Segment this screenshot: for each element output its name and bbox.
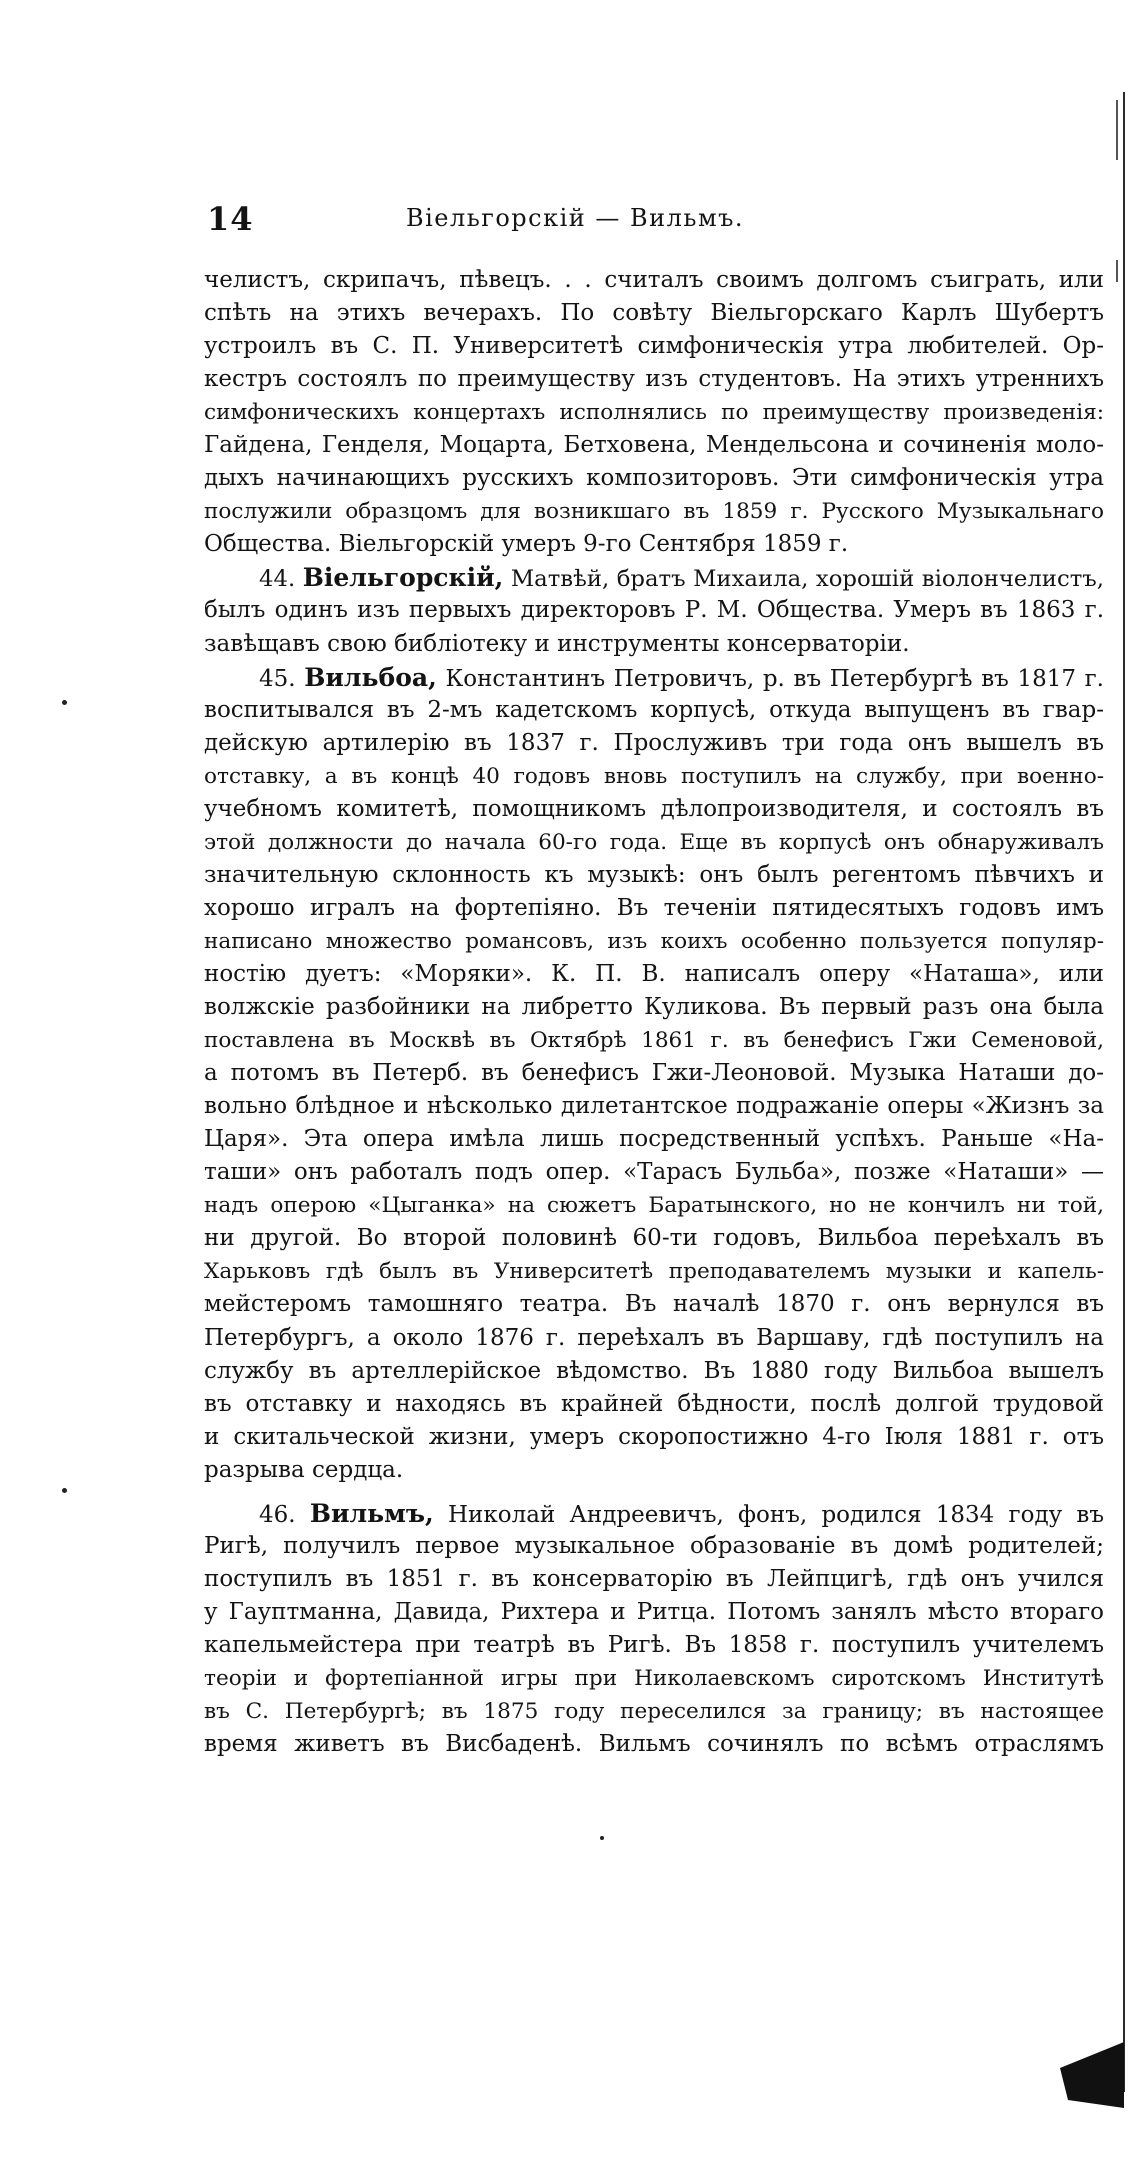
text-line: Харьковъ гдѣ былъ въ Университетѣ преподавателемъ музыки и капель- [204,1259,1104,1285]
entry-lead-text: Николай Андреевичъ, фонъ, родился 1834 году въ [447,1501,1104,1528]
text-line: Ригѣ, получилъ первое музыкальное образованіе въ домѣ родителей; [204,1532,1104,1559]
entry-lead-text: Константинъ Петровичъ, р. въ Петербургѣ въ 1817 г. [445,665,1104,692]
running-title: Віельгорскій — Вильмъ. [405,204,745,232]
entry-name: Вильбоа, [304,662,437,692]
text-line: теоріи и фортепіанной игры при Николаевскомъ сиротскомъ Институтѣ [204,1665,1104,1691]
entry-46 [204,1497,1104,1761]
text-line: хорошо игралъ на фортепіяно. Въ теченіи пятидесятыхъ годовъ имъ [204,894,1104,921]
text-line: отставку, а въ концѣ 40 годовъ вновь поступилъ на службу, при военно- [204,763,1104,789]
text-line: симфоническихъ концертахъ исполнялись по преимуществу произведенія: [204,400,1104,426]
text-line: воспитывался въ 2-мъ кадетскомъ корпусѣ, откуда выпущенъ въ гвар- [204,696,1104,723]
text-line: время живетъ въ Висбаденѣ. Вильмъ сочинялъ по всѣмъ отраслямъ [204,1731,1104,1758]
scan-speck [62,1488,67,1493]
text-line: у Гауптманна, Давида, Рихтера и Ритца. Потомъ занялъ мѣсто втораго [204,1598,1104,1625]
text-line: спѣть на этихъ вечерахъ. По совѣту Віельгорскаго Карлъ Шубертъ [204,300,1104,327]
text-line: дыхъ начинающихъ русскихъ композиторовъ. Эти симфоническія утра [204,465,1104,492]
text-line: этой должности до начала 60-го года. Еще въ корпусѣ онъ обнаруживалъ [204,829,1104,855]
text-line: кестръ состоялъ по преимуществу изъ студентовъ. На этихъ утреннихъ [204,366,1104,393]
text-line: службу въ артеллерійское вѣдомство. Въ 1880 году Вильбоа вышелъ [204,1357,1104,1384]
text-line: Общества. Віельгорскій умеръ 9-го Сентября 1859 г. [204,531,849,558]
text-line: мейстеромъ тамошняго театра. Въ началѣ 1870 г. онъ вернулся въ [204,1291,1104,1318]
text-line: завѣщавъ свою библіотеку и инструменты консерваторіи. [204,630,910,657]
scan-speck [600,1836,604,1840]
text-line: устроилъ въ С. П. Университетѣ симфоническія утра любителей. Ор- [204,333,1104,360]
text-line: волжскіе разбойники на либретто Куликова. Въ первый разъ она была [204,994,1104,1021]
entry-heading-line [204,561,1104,594]
entry-lead-text: Матвѣй, братъ Михаила, хорошій віолончелистъ, [510,566,1104,593]
text-line: поступилъ въ 1851 г. въ консерваторію въ Лейпцигѣ, гдѣ онъ учился [204,1565,1104,1592]
text-line: дейскую артилерію въ 1837 г. Прослуживъ три года онъ вышелъ въ [204,729,1104,756]
page-edge-tick [1116,260,1118,282]
text-line: учебномъ комитетѣ, помощникомъ дѣлопроизводителя, и состоялъ въ [204,795,1104,822]
text-line: Гайдена, Генделя, Моцарта, Бетховена, Мендельсона и сочиненія моло- [204,432,1104,459]
entry-number: 46. [259,1501,296,1528]
entry-heading-line [204,1497,1104,1530]
text-line: ни другой. Во второй половинѣ 60-ти годовъ, Вильбоа переѣхалъ въ [204,1225,1104,1252]
text-line: въ С. Петербургѣ; въ 1875 году переселился за границу; въ настоящее [204,1699,1104,1725]
entry-44 [204,561,1104,660]
entry-heading-line [204,661,1104,694]
text-line: капельмейстера при театрѣ въ Ригѣ. Въ 1858 г. поступилъ учителемъ [204,1631,1104,1658]
text-line: послужили образцомъ для возникшаго въ 1859 г. Русского Музыкальнаго [204,499,1104,525]
text-line: былъ одинъ изъ первыхъ директоровъ Р. М. Общества. Умеръ въ 1863 г. [204,597,1104,624]
text-line: Петербургъ, а около 1876 г. переѣхалъ въ Варшаву, гдѣ поступилъ на [204,1324,1104,1351]
text-line: таши» онъ работалъ подъ опер. «Тарасъ Бульба», позже «Наташи» — [204,1159,1104,1186]
entry-name: Віельгорскій, [302,563,504,593]
text-line: ностію дуетъ: «Моряки». К. П. В. написалъ оперу «Наташа», или [204,960,1104,987]
paragraph-gap [204,1487,1104,1497]
text-line: вольно блѣдное и нѣсколько дилетантское подражаніе оперы «Жизнъ за [204,1093,1104,1120]
entry-number: 45. [259,665,296,692]
continuation-paragraph [204,264,1104,561]
entry-name: Вильмъ, [309,1498,434,1528]
body-text [204,264,1104,1761]
text-line: надъ оперою «Цыганка» на сюжетъ Баратынского, но не кончилъ ни той, [204,1193,1104,1219]
page-number: 14 [207,200,254,238]
text-line: поставлена въ Москвѣ въ Октябрѣ 1861 г. въ бенефисъ Гжи Семеновой, [204,1028,1104,1054]
page-edge-line [1123,92,1125,2092]
text-line: въ отставку и находясь въ крайней бѣдности, послѣ долгой трудовой [204,1390,1104,1417]
scan-speck [62,700,67,705]
entry-45 [204,661,1104,1487]
text-line: написано множество романсовъ, изъ коихъ особенно пользуется популяр- [204,928,1104,954]
page-edge-tick [1116,100,1118,160]
page-corner-shadow [1058,2040,1126,2110]
text-line: значительную склонность къ музыкѣ: онъ былъ регентомъ пѣвчихъ и [204,861,1104,888]
text-line: разрыва сердца. [204,1456,404,1483]
text-line: челистъ, скрипачъ, пѣвецъ. . . считалъ своимъ долгомъ съиграть, или [204,267,1104,293]
text-line: а потомъ въ Петерб. въ бенефисъ Гжи-Леоновой. Музыка Наташи до- [204,1060,1104,1087]
entry-number: 44. [259,566,296,593]
text-line: Царя». Эта опера имѣла лишь посредственный успѣхъ. Раньше «На- [204,1126,1104,1153]
text-line: и скитальческой жизни, умеръ скоропостижно 4-го Іюля 1881 г. отъ [204,1423,1104,1450]
